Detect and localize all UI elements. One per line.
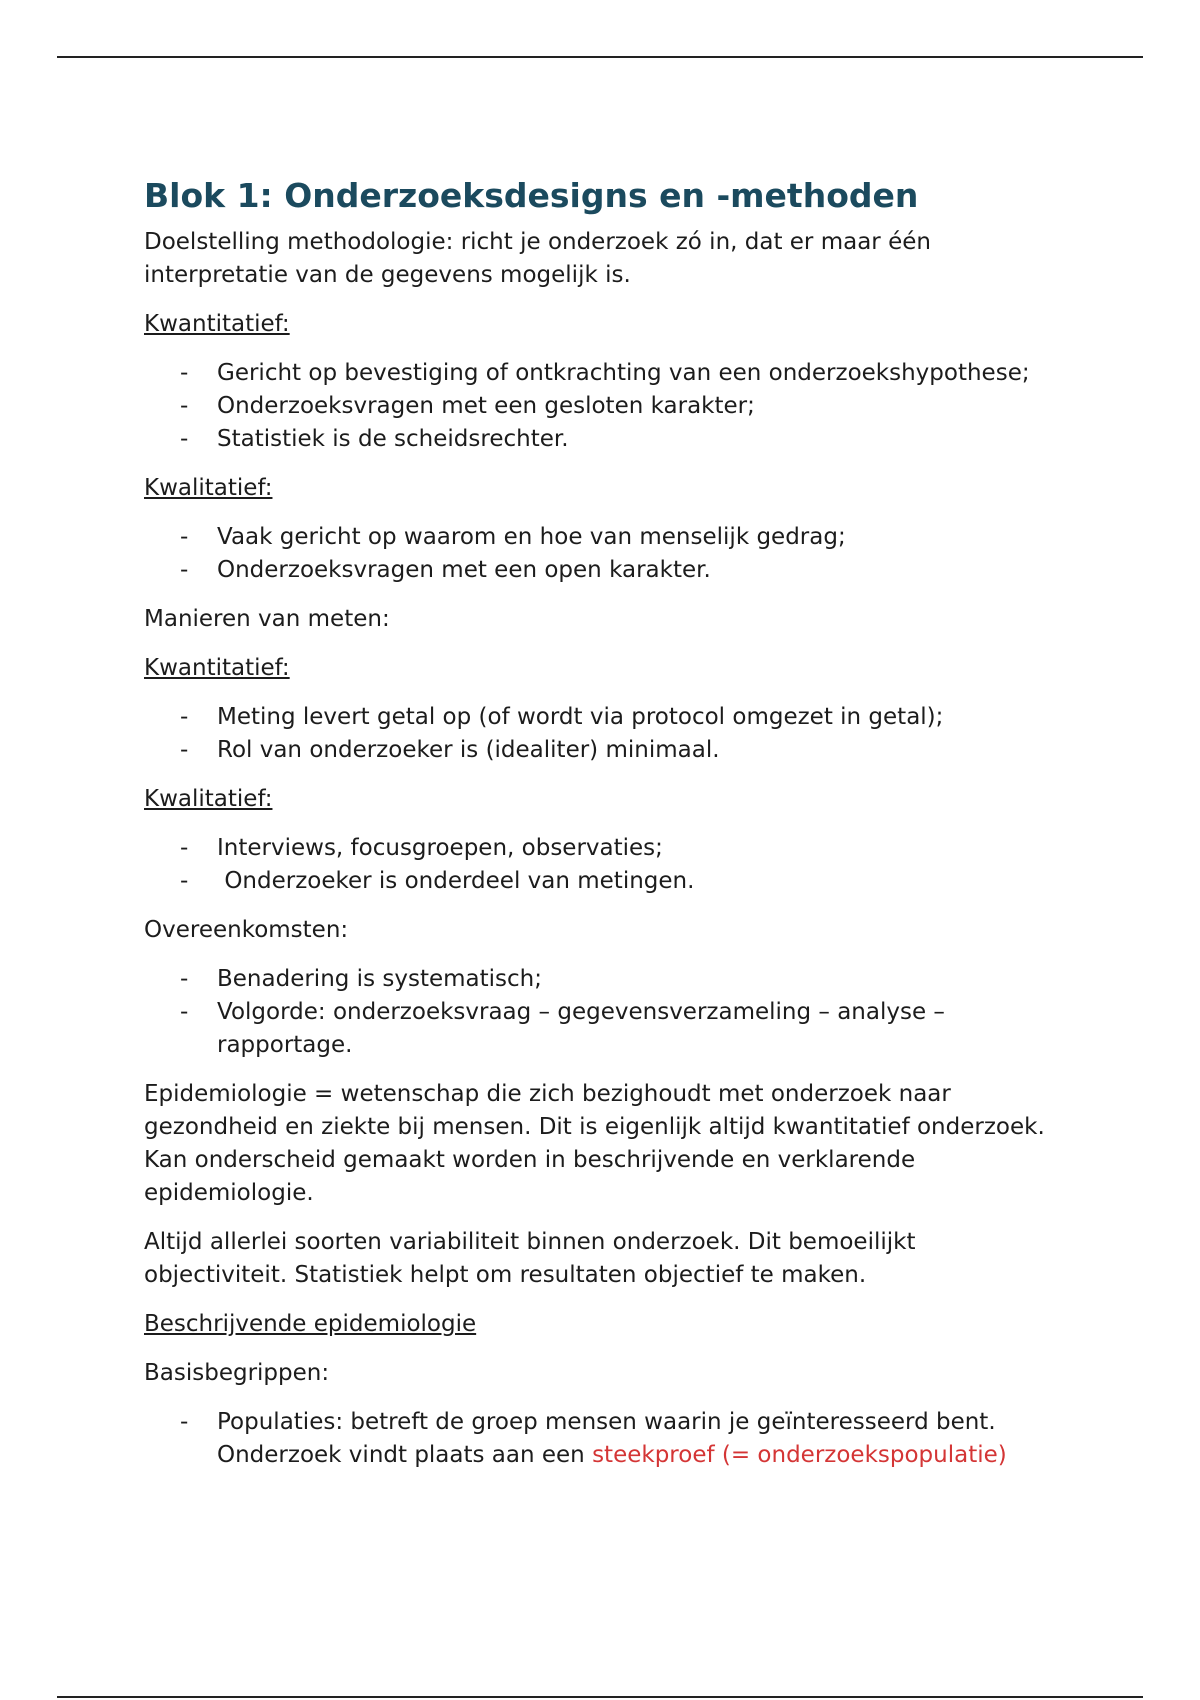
list-item: - Interviews, focusgroepen, observaties;	[144, 832, 1064, 865]
bullet-dash: -	[180, 426, 189, 452]
bullet-dash: -	[180, 966, 189, 992]
similarities-label: Overeenkomsten:	[144, 917, 349, 943]
list-item: - Meting levert getal op (of wordt via protocol omgezet in getal);	[144, 701, 1064, 734]
qualitative-measuring-list	[144, 832, 1064, 898]
bullet-dash: -	[180, 835, 189, 861]
quantitative-list	[144, 357, 1064, 456]
bullet-dash: -	[180, 360, 189, 386]
bullet-dash: -	[180, 999, 189, 1025]
section-heading-qualitative-measuring: Kwalitatief:	[144, 786, 273, 812]
bullet-dash: -	[180, 524, 189, 550]
quantitative-measuring-list	[144, 701, 1064, 767]
similarities-list	[144, 963, 1064, 1062]
highlight-term: steekproef (= onderzoekspopulatie)	[592, 1442, 1007, 1468]
list-item: - Rol van onderzoeker is (idealiter) minimaal.	[144, 734, 1064, 767]
list-item: - Onderzoeksvragen met een open karakter.	[144, 554, 1064, 587]
list-item: - Volgorde: onderzoeksvraag – gegevensverzameling – analyse – rapportage.	[144, 996, 1064, 1062]
bullet-dash: -	[180, 1409, 189, 1435]
qualitative-list	[144, 521, 1064, 587]
list-item: - Onderzoeksvragen met een gesloten karakter;	[144, 390, 1064, 423]
intro-paragraph: Doelstelling methodologie: richt je onderzoek zó in, dat er maar één interpretatie van de gegevens mogelijk is.	[144, 229, 931, 288]
list-item: - Benadering is systematisch;	[144, 963, 1064, 996]
list-item: - Statistiek is de scheidsrechter.	[144, 423, 1064, 456]
list-item: - Gericht op bevestiging of ontkrachting van een onderzoekshypothese;	[144, 357, 1064, 390]
page-title: Blok 1: Onderzoeksdesigns en -methoden	[144, 176, 919, 215]
bullet-dash: -	[180, 393, 189, 419]
epidemiology-paragraph: Epidemiologie = wetenschap die zich bezighoudt met onderzoek naar gezondheid en ziekte bij mensen. Dit is eigenlijk altijd kwantitatief onderzoek. Kan onderscheid gemaakt worden in beschrijvende en verklarende epidemiologie.	[144, 1081, 1045, 1206]
measuring-label: Manieren van meten:	[144, 606, 390, 632]
section-heading-quantitative-measuring: Kwantitatief:	[144, 655, 290, 681]
basics-label: Basisbegrippen:	[144, 1360, 330, 1386]
populations-text: Populaties: betreft de groep mensen waarin je geïnteresseerd bent. Onderzoek vindt plaats aan een	[217, 1409, 996, 1468]
header-rule	[57, 56, 1143, 58]
section-heading-qualitative: Kwalitatief:	[144, 475, 273, 501]
footer-rule	[57, 1696, 1143, 1698]
list-item	[144, 1406, 1064, 1472]
bullet-dash: -	[180, 868, 189, 894]
basics-list	[144, 1406, 1064, 1472]
section-heading-quantitative: Kwantitatief:	[144, 311, 290, 337]
bullet-dash: -	[180, 704, 189, 730]
bullet-dash: -	[180, 737, 189, 763]
descriptive-epidemiology-heading: Beschrijvende epidemiologie	[144, 1311, 477, 1337]
list-item: - Onderzoeker is onderdeel van metingen.	[144, 865, 1064, 898]
list-item: - Vaak gericht op waarom en hoe van menselijk gedrag;	[144, 521, 1064, 554]
document-page	[144, 172, 1064, 1488]
bullet-dash: -	[180, 557, 189, 583]
variability-paragraph: Altijd allerlei soorten variabiliteit binnen onderzoek. Dit bemoeilijkt objectiviteit. Statistiek helpt om resultaten objectief te maken.	[144, 1229, 916, 1288]
